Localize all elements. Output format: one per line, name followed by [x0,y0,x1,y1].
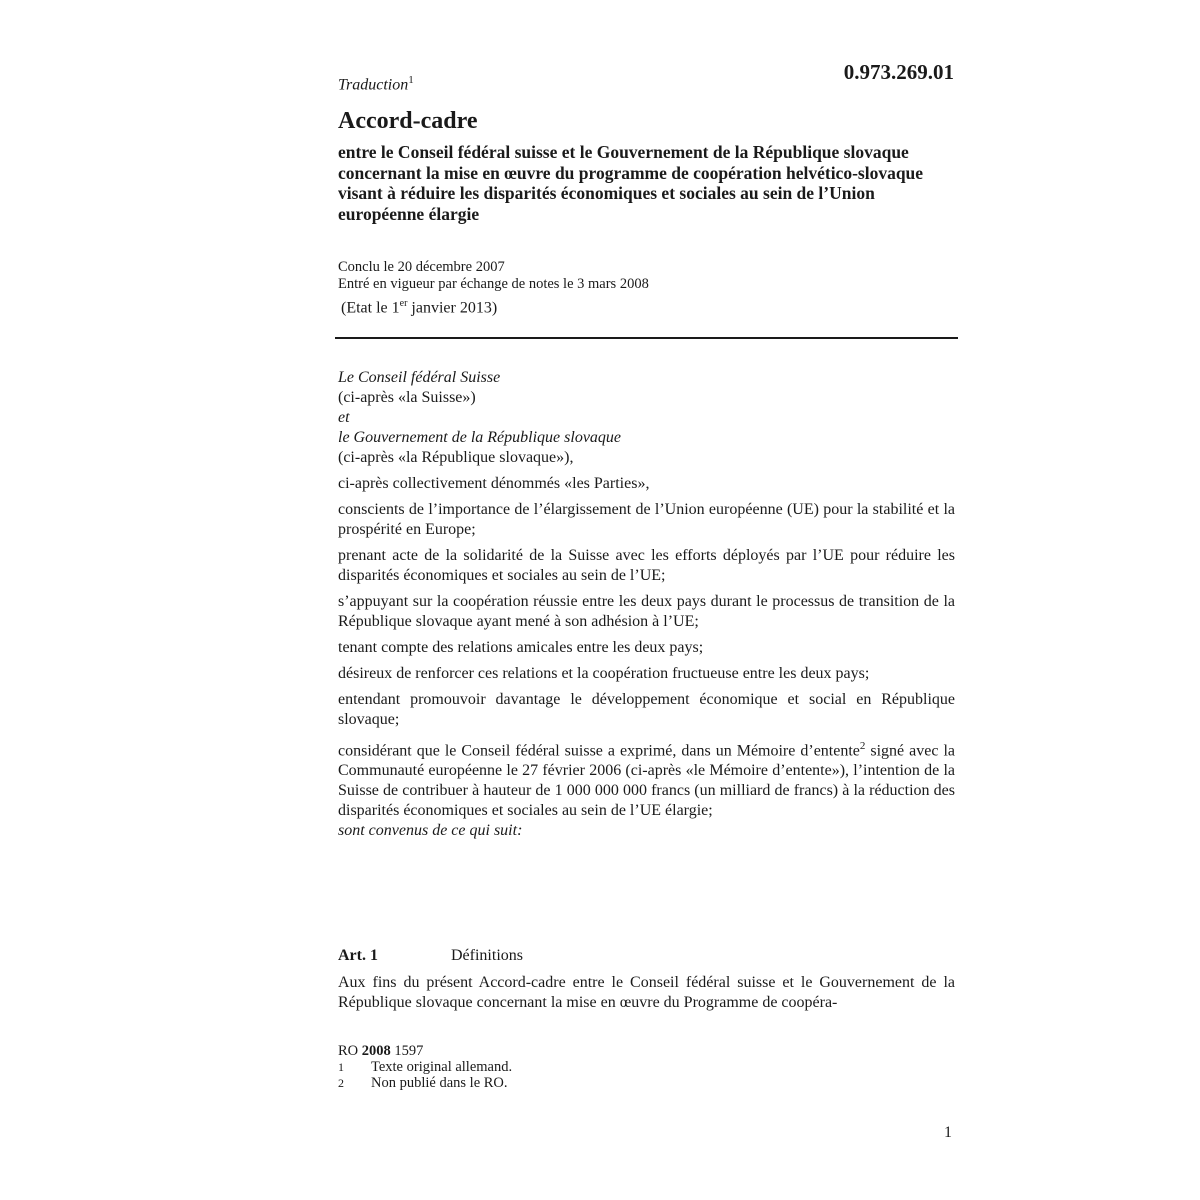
preamble [338,368,955,847]
preamble-paragraph: ci-après collectivement dénommés «les Parties», [338,475,650,492]
in-force-date: Entré en vigueur par échange de notes le 3 mars 2008 [338,275,649,292]
article-text: Aux fins du présent Accord-cadre entre le Conseil fédéral suisse et le Gouvernement de la République slovaque concernant la mise en œuvre du Programme de coopéra- [338,974,955,1011]
footnote-2: 2 Non publié dans le RO. [338,1075,508,1091]
article-heading [338,946,955,966]
party-1-alias: (ci-après «la Suisse») [338,389,476,406]
preamble-paragraph: entendant promouvoir davantage le développement économique et social en République slovaque; [338,691,955,728]
translation-label [338,74,414,94]
party-2: le Gouvernement de la République slovaque [338,429,622,446]
page-number: 1 [944,1124,952,1141]
preamble-paragraph: conscients de l’importance de l’élargissement de l’Union européenne (UE) pour la stabilité et la prospérité en Europe; [338,501,955,538]
footnote-ref-2[interactable]: 2 [859,740,866,752]
document-title: Accord-cadre [338,108,478,134]
footnote-1: 1 Texte original allemand. [338,1059,513,1075]
article-1 [338,946,955,1013]
header-divider [335,337,958,339]
party-1: Le Conseil fédéral Suisse [338,369,501,386]
footnotes [338,1043,512,1091]
state-date: (Etat le 1er janvier 2013) [341,298,498,317]
conjunction: et [338,409,350,426]
conclusion-info [338,259,649,292]
preamble-paragraph: s’appuyant sur la coopération réussie entre les deux pays durant le processus de transition de la République slovaque ayant mené à son adhésion à l’UE; [338,593,955,630]
preamble-paragraph: prenant acte de la solidarité de la Suisse avec les efforts déployés par l’UE pour réduire les disparités économiques et sociales au sein de l’UE; [338,547,955,584]
article-number: Art. 1 [338,947,378,964]
party-2-alias: (ci-après «la République slovaque»), [338,449,574,466]
document-subtitle: entre le Conseil fédéral suisse et le Gouvernement de la République slovaque concernant la mise en œuvre du programme de coopération helvético-slovaque visant à réduire les disparités économiques et sociales au sein de l’Union européenne élargie [338,142,924,224]
preamble-paragraph: désireux de renforcer ces relations et la coopération fructueuse entre les deux pays; [338,665,870,682]
article-title: Définitions [451,947,523,964]
concluded-date: Conclu le 20 décembre 2007 [338,259,505,275]
footnote-ref-1[interactable]: 1 [408,74,414,86]
preamble-closing: sont convenus de ce qui suit: [338,822,523,840]
preamble-paragraph: considérant que le Conseil fédéral suisse a exprimé, dans un Mémoire d’entente$^2$ signé avec la Communauté européenne le 27 février 2006 (ci-après «le Mémoire d’entente»), l’intention de la Suisse de contribuer à hauteur de 1 000 000 000 francs (un milliard de francs) à la réduction des disparités économiques et sociales au sein de l’UE élargie; [338,740,955,820]
document-number: 0.973.269.01 [843,60,954,84]
translation-text: Traduction [338,76,409,94]
ro-reference: RO 2008 1597 [338,1043,424,1059]
preamble-paragraph: tenant compte des relations amicales entre les deux pays; [338,639,704,656]
